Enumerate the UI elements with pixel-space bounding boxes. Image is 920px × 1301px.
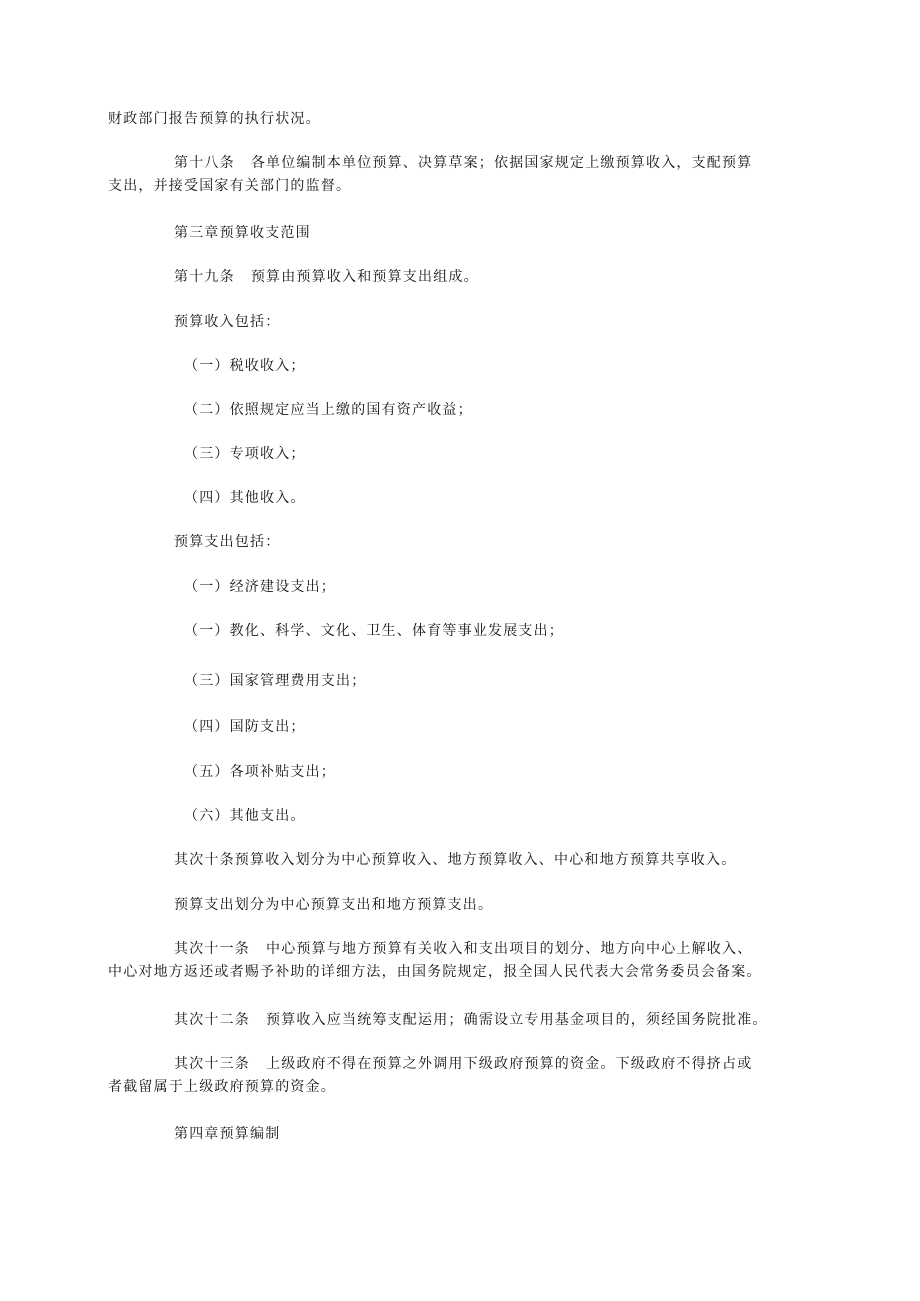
article-22-text: 预算收入应当统筹支配运用；确需设立专用基金项目的，须经国务院批准。 <box>266 1012 768 1028</box>
income-item-2: （二）依照规定应当上缴的国有资产收益； <box>184 402 473 418</box>
paragraph-article-23 <box>108 1053 752 1099</box>
article-19-text: 预算由预算收入和预算支出组成。 <box>250 269 479 285</box>
article-18-first-line <box>108 152 752 175</box>
income-item-4: （四）其他收入。 <box>184 490 306 506</box>
article-23-first-line <box>108 1053 752 1076</box>
paragraph-article-19 <box>174 266 479 289</box>
article-18-text-line1: 各单位编制本单位预算、决算草案；依据国家规定上缴预算收入，支配预算 <box>250 155 753 171</box>
expense-item-4: （四）国防支出； <box>184 719 306 735</box>
article-19-number: 第十九条 <box>174 269 235 285</box>
paragraph-article-22 <box>174 1009 768 1032</box>
expense-item-5: （五）各项补贴支出； <box>184 764 336 780</box>
expense-item-3: （三）国家管理费用支出； <box>184 673 367 689</box>
article-18-text-line2: 支出，并接受国家有关部门的监督。 <box>108 178 352 194</box>
article-23-text-line2: 者截留属于上级政府预算的资金。 <box>108 1079 336 1095</box>
paragraph-expense-division: 预算支出划分为中心预算支出和地方预算支出。 <box>174 897 494 913</box>
paragraph-article-21 <box>108 938 762 984</box>
article-23-text-line1: 上级政府不得在预算之外调用下级政府预算的资金。下级政府不得挤占或 <box>266 1056 753 1072</box>
expense-item-1: （一）经济建设支出； <box>184 579 336 595</box>
paragraph-article-18 <box>108 152 752 198</box>
article-18-number: 第十八条 <box>174 155 235 171</box>
expense-includes-heading: 预算支出包括： <box>174 534 281 550</box>
expense-item-2: （一）教化、科学、文化、卫生、体育等事业发展支出； <box>184 623 564 639</box>
article-21-first-line <box>108 938 762 961</box>
expense-item-6: （六）其他支出。 <box>184 808 306 824</box>
paragraph-execution-report: 财政部门报告预算的执行状况。 <box>108 111 321 127</box>
chapter-4-heading: 第四章预算编制 <box>174 1126 281 1142</box>
paragraph-article-20: 其次十条预算收入划分为中心预算收入、地方预算收入、中心和地方预算共享收入。 <box>174 852 737 868</box>
article-21-number: 其次十一条 <box>174 941 250 957</box>
income-includes-heading: 预算收入包括： <box>174 314 281 330</box>
article-23-number: 其次十三条 <box>174 1056 250 1072</box>
income-item-3: （三）专项收入； <box>184 446 306 462</box>
article-21-text-line1: 中心预算与地方预算有关收入和支出项目的划分、地方向中心上解收入、 <box>266 941 753 957</box>
article-21-text-line2: 中心对地方返还或者赐予补助的详细方法，由国务院规定，报全国人民代表大会常务委员会备案。 <box>108 964 762 980</box>
income-item-1: （一）税收收入； <box>184 358 306 374</box>
article-22-number: 其次十二条 <box>174 1012 250 1028</box>
chapter-3-heading: 第三章预算收支范围 <box>174 225 311 241</box>
